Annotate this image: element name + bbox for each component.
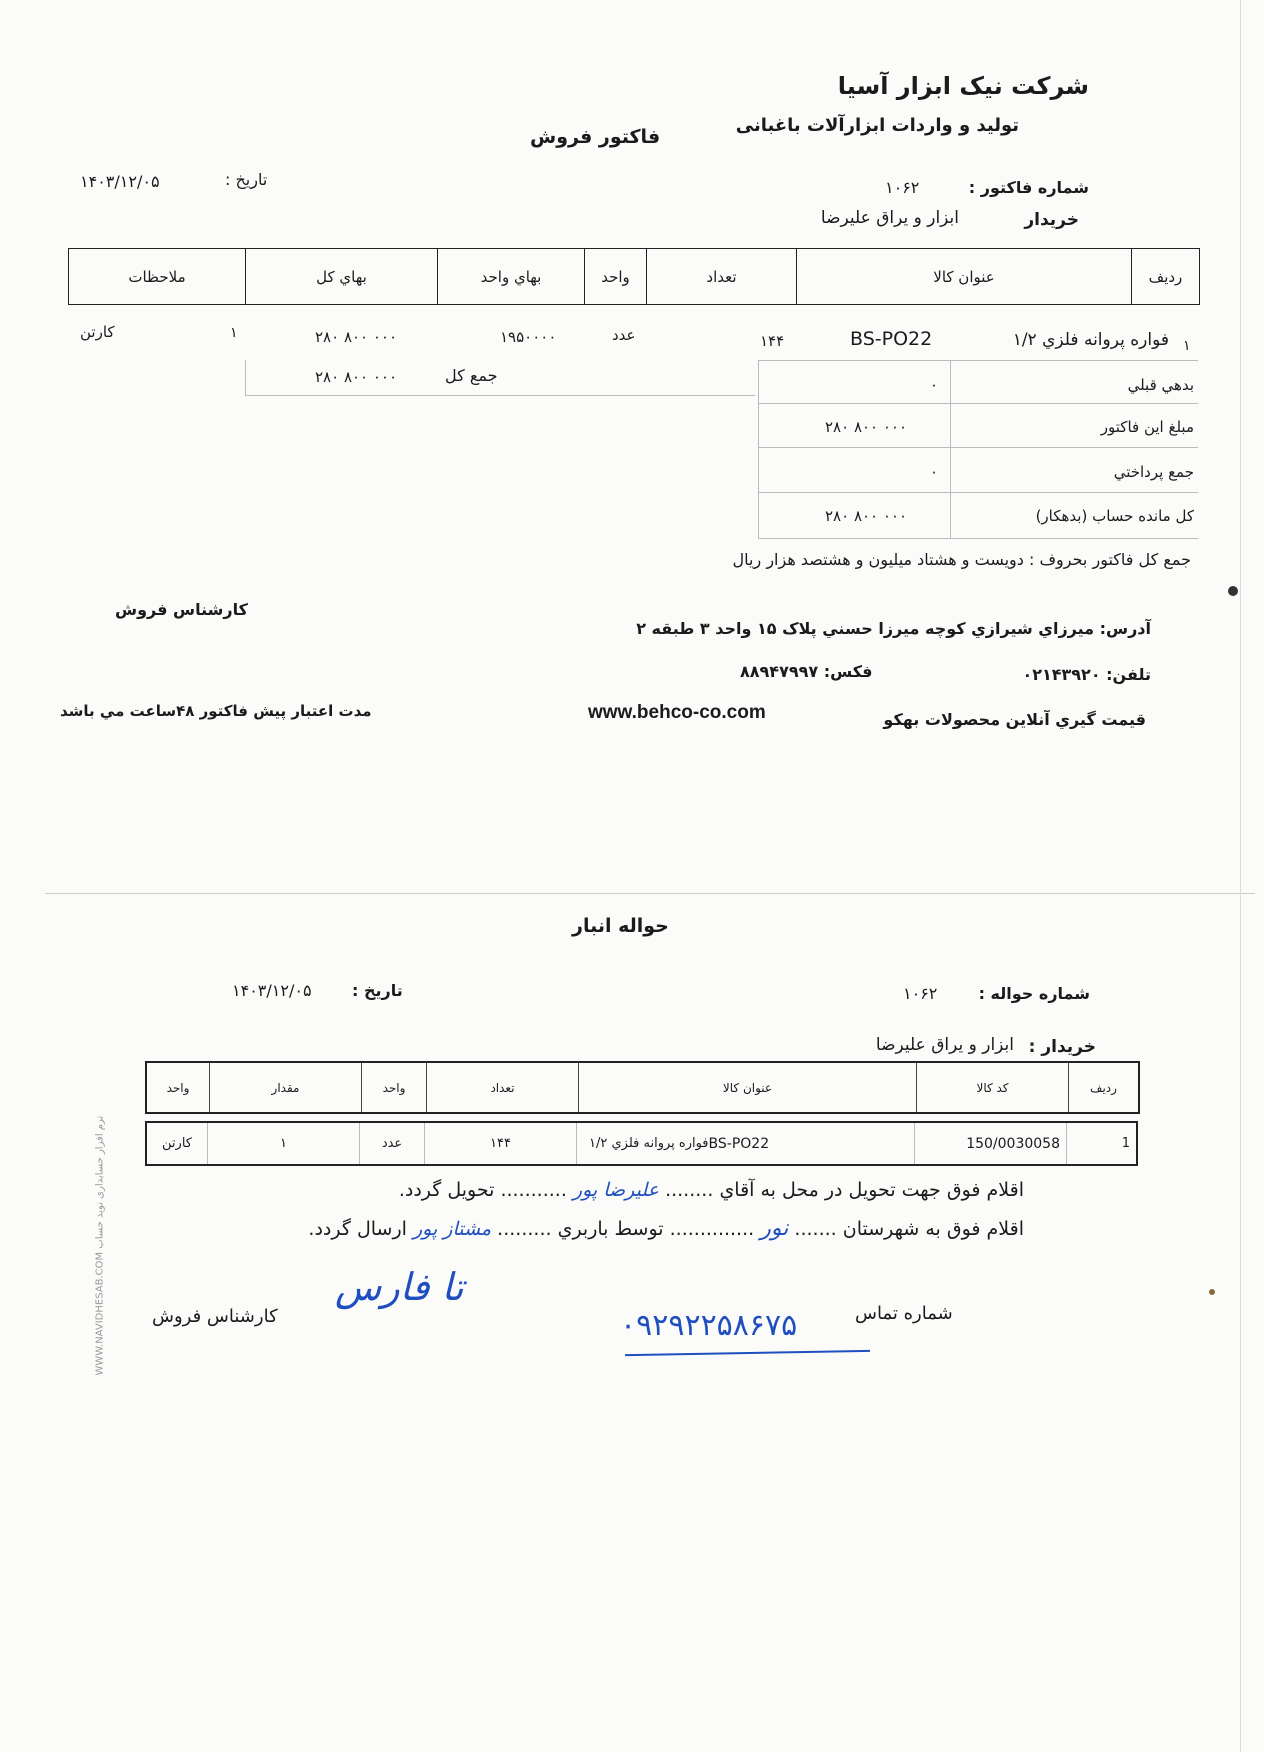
col-unit-price: بهاي واحد [437, 249, 584, 304]
invoice-date: ۱۴۰۳/۱۲/۰۵ [80, 172, 160, 191]
invoice-title: فاکتور فروش [530, 126, 661, 148]
warehouse-number-label: شماره حواله : [978, 984, 1090, 1003]
buyer-label: خریدار [1024, 210, 1079, 230]
row-index: ۱ [1183, 338, 1191, 354]
summary-balance-value: ۲۸۰ ۸۰۰ ۰۰۰ [825, 507, 908, 525]
scan-dot [1209, 1289, 1215, 1295]
summary-invoice-amount-label: مبلغ این فاکتور [1100, 418, 1194, 436]
contact-label: شماره تماس [855, 1303, 953, 1324]
buyer-name: ابزار و یراق علیرضا [820, 208, 959, 228]
handwritten-city: نور [760, 1216, 789, 1241]
shipping-dots-c: ......... [497, 1218, 552, 1240]
company-tagline: تولید و واردات ابزارآلات باغبانی [735, 115, 1019, 136]
wh-col-row: ردیف [1068, 1063, 1138, 1112]
summary-prev-debt-label: بدهي قبلي [1127, 376, 1194, 394]
sales-expert-label: کارشناس فروش [115, 600, 248, 619]
invoice-number: ۱۰۶۲ [885, 178, 920, 197]
delivery-prefix: اقلام فوق جهت تحویل در محل به آقاي [719, 1179, 1024, 1201]
row-item: فواره پروانه فلزي ۱/۲ [1012, 330, 1169, 350]
address: آدرس: میرزاي شیرازي کوچه میرزا حسني پلاک ۱۵ واحد ۳ طبقه ۲ [636, 619, 1151, 638]
sum-value: ۲۸۰ ۸۰۰ ۰۰۰ [315, 368, 398, 386]
warehouse-table-row [145, 1121, 1138, 1166]
row-total: ۲۸۰ ۸۰۰ ۰۰۰ [315, 328, 398, 346]
row-item-code: BS-PO22 [850, 328, 933, 350]
scan-edge [1240, 0, 1241, 1752]
summary-invoice-amount-value: ۲۸۰ ۸۰۰ ۰۰۰ [825, 418, 908, 436]
row-note-qty: ۱ [230, 325, 238, 341]
shipping-prefix: اقلام فوق به شهرستان [842, 1218, 1024, 1240]
shipping-suffix: ارسال گردد. [308, 1218, 407, 1240]
validity-note: مدت اعتبار پیش فاکتور ۴۸ساعت مي باشد [60, 702, 372, 720]
phone: تلفن: ۰۲۱۴۳۹۲۰ [1022, 665, 1151, 684]
side-watermark: WWW.NAVIDHESAB.COM نرم افزار حسابداری نوید حساب [94, 1115, 106, 1376]
scan-dot [1228, 586, 1238, 596]
website-link[interactable]: www.behco-co.com [588, 702, 766, 723]
wh-col-item: عنوان کالا [578, 1063, 916, 1112]
wh-col-unit: واحد [361, 1063, 426, 1112]
row-unit-price: ۱۹۵۰۰۰۰ [500, 328, 557, 346]
summary-balance-label: کل مانده حساب (بدهکار) [1035, 507, 1194, 525]
online-pricing-label: قیمت گیري آنلاین محصولات بهکو [883, 710, 1146, 729]
shipping-mid: توسط باربري [557, 1218, 664, 1240]
handwritten-underline [625, 1350, 870, 1356]
delivery-dots-b: ........... [500, 1179, 567, 1201]
warehouse-buyer-label: خریدار : [1028, 1037, 1096, 1057]
wh-col-qty: تعداد [426, 1063, 578, 1112]
wh-row-amount: ۱ [207, 1123, 359, 1164]
summary-paid-value: ۰ [930, 463, 939, 481]
invoice-table-header [68, 248, 1200, 305]
row-note-unit: کارتن [80, 323, 115, 341]
col-notes: ملاحظات [128, 267, 186, 286]
handwritten-phone: ۰۹۲۹۲۲۵۸۶۷۵ [620, 1308, 798, 1343]
shipping-line [308, 1216, 1024, 1241]
warehouse-date: ۱۴۰۳/۱۲/۰۵ [232, 981, 312, 1000]
row-qty: ۱۴۴ [760, 332, 785, 350]
col-item: عنوان کالا [796, 249, 1131, 304]
warehouse-table-header [145, 1061, 1140, 1114]
wh-row-item-code: BS-PO22 [708, 1135, 770, 1152]
wh-row-item: فواره پروانه فلزي ۱/۲ [589, 1136, 709, 1151]
row-unit: عدد [612, 326, 636, 344]
handwritten-destination-note: تا فارس [335, 1265, 464, 1309]
handwritten-receiver: علیرضا پور [572, 1179, 660, 1201]
delivery-suffix: تحویل گردد. [398, 1179, 495, 1201]
wh-row-index: 1 [1066, 1123, 1136, 1164]
section-divider [45, 893, 1255, 894]
delivery-dots-a: ........ [665, 1179, 714, 1201]
wh-row-code: 150/0030058 [914, 1123, 1066, 1164]
summary-paid-label: جمع پرداختي [1113, 463, 1194, 481]
warehouse-title: حواله انبار [572, 915, 669, 937]
company-name: شرکت نیک ابزار آسیا [837, 72, 1089, 100]
warehouse-sales-expert: کارشناس فروش [152, 1306, 278, 1327]
col-unit: واحد [584, 249, 646, 304]
wh-col-code: کد کالا [916, 1063, 1068, 1112]
shipping-dots-b: .............. [669, 1218, 755, 1240]
total-in-words: جمع کل فاکتور بحروف : دويست و هشتاد ميليون و هشتصد هزار ريال [732, 550, 1191, 569]
col-qty: تعداد [646, 249, 796, 304]
handwritten-carrier: مشتاز پور [412, 1218, 492, 1240]
warehouse-date-label: تاریخ : [352, 981, 403, 1000]
fax: فکس: ۸۸۹۴۷۹۹۷ [740, 662, 873, 681]
wh-row-item-cell [576, 1123, 914, 1164]
warehouse-buyer: ابزار و یراق علیرضا [875, 1035, 1014, 1055]
delivery-line [399, 1179, 1024, 1201]
col-total: بهاي کل [245, 249, 437, 304]
warehouse-number: ۱۰۶۲ [903, 984, 938, 1003]
sum-label: جمع کل [445, 366, 498, 385]
wh-col-amount: مقدار [209, 1063, 361, 1112]
invoice-number-label: شماره فاکتور : [968, 178, 1089, 197]
shipping-dots-a: ....... [794, 1218, 837, 1240]
summary-prev-debt-value: ۰ [930, 376, 939, 394]
wh-row-unit2: کارتن [162, 1136, 192, 1151]
wh-row-unit: عدد [359, 1123, 424, 1164]
wh-row-qty: ۱۴۴ [424, 1123, 576, 1164]
wh-col-unit2: واحد [166, 1080, 190, 1095]
invoice-date-label: تاریخ : [225, 170, 268, 189]
col-row: ردیف [1131, 249, 1199, 304]
